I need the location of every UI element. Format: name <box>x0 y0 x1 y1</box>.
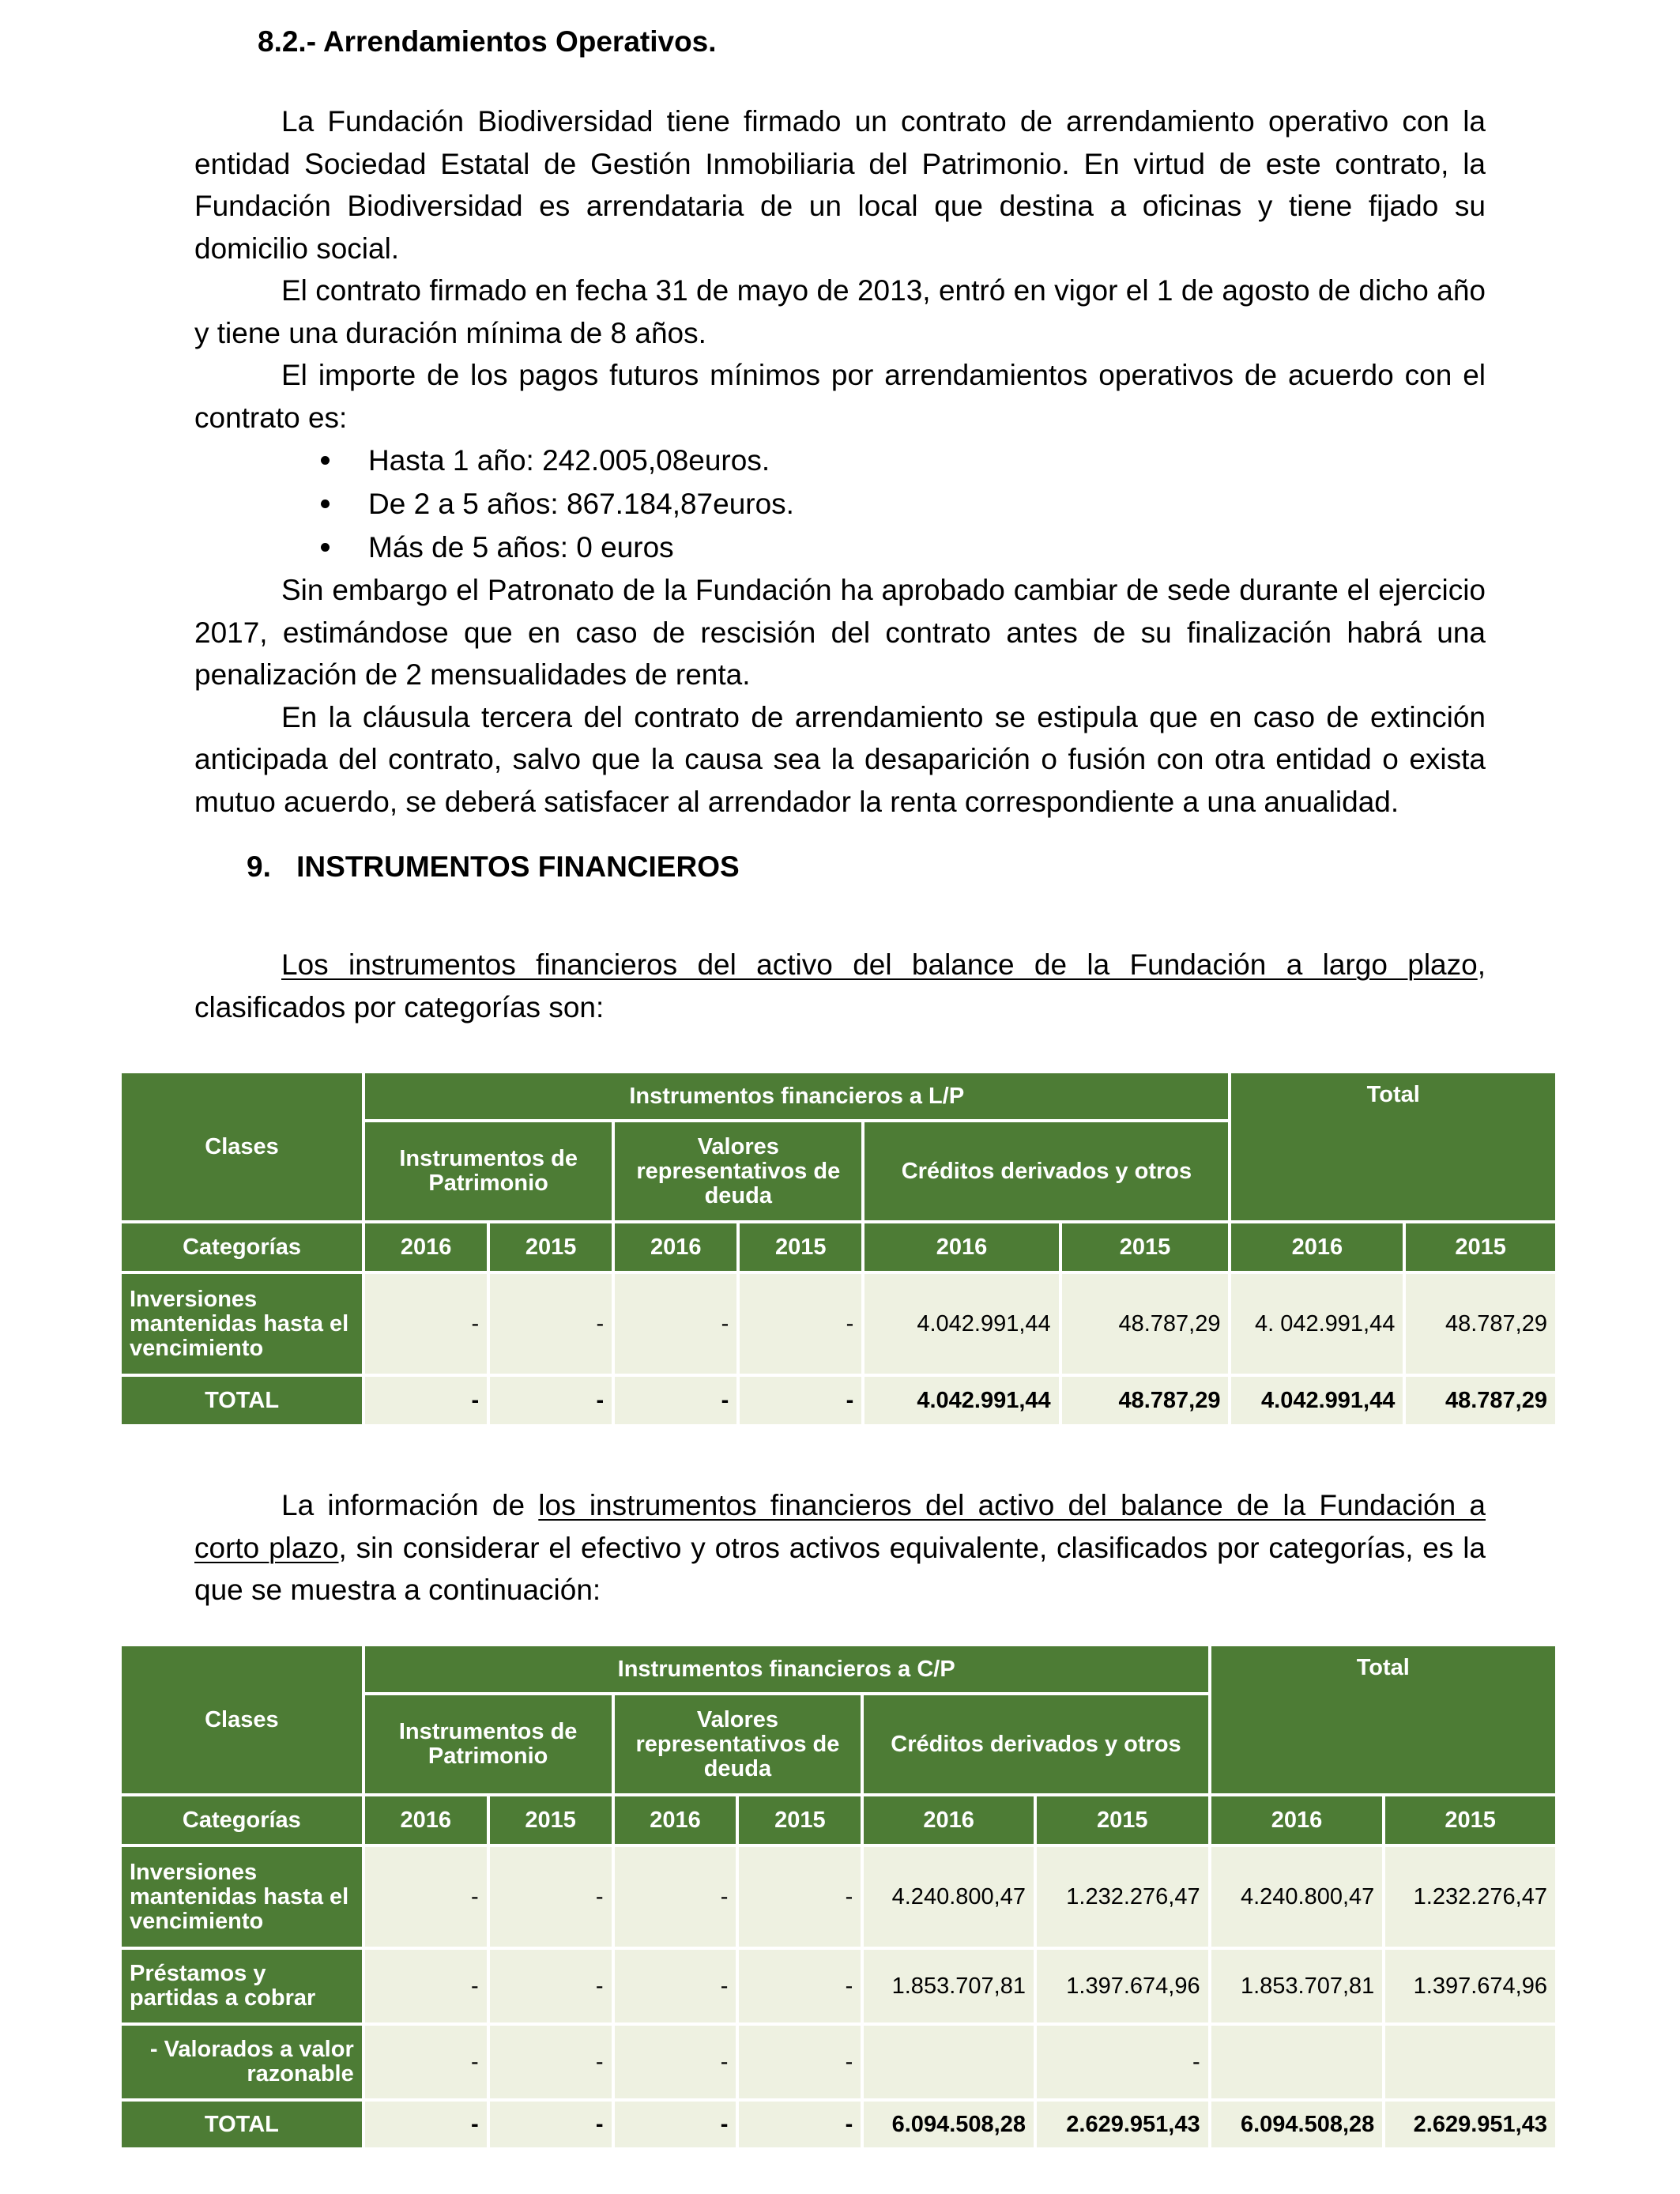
header-group: Instrumentos financieros a L/P <box>365 1073 1228 1119</box>
header-clases: Clases <box>122 1646 362 1793</box>
table-cell: 4.042.991,44 <box>864 1377 1058 1424</box>
table-total-row <box>122 2102 1555 2147</box>
header-patrimonio: Instrumentos de Patrimonio <box>365 1122 612 1220</box>
table-cell: 4.042.991,44 <box>1231 1377 1403 1424</box>
table-cell: - <box>739 1847 861 1947</box>
table-cell: - <box>365 2026 487 2098</box>
year-header: 2015 <box>739 1796 861 1844</box>
table-cell: - <box>739 2026 861 2098</box>
header-valores: Valores representativos de deuda <box>615 1695 861 1793</box>
table-cell: - <box>615 1950 736 2022</box>
header-categorias: Categorías <box>122 1796 362 1844</box>
section-8-2-body <box>194 100 1486 823</box>
table-cell: - <box>490 2102 612 2147</box>
year-header: 2016 <box>615 1796 736 1844</box>
table-long-term <box>119 1070 1558 1427</box>
section-heading-8-2: 8.2.- Arrendamientos Operativos. <box>258 25 717 58</box>
table-cell: - <box>615 1274 736 1374</box>
table-cell: - <box>490 1274 612 1374</box>
table-cell: - <box>490 1377 612 1424</box>
year-header: 2016 <box>864 1796 1034 1844</box>
header-categorias: Categorías <box>122 1223 362 1271</box>
table-cell: 4.240.800,47 <box>1211 1847 1383 1947</box>
paragraph: El contrato firmado en fecha 31 de mayo de 2013, entró en vigor el 1 de agosto de dicho año y tiene una duración mínima de 8 años. <box>194 274 1486 349</box>
table-cell: - <box>1037 2026 1208 2098</box>
row-label: Inversiones mantenidas hasta el vencimiento <box>122 1274 362 1374</box>
paragraph: El importe de los pagos futuros mínimos por arrendamientos operativos de acuerdo con el contrato es: <box>194 359 1486 434</box>
section-title: INSTRUMENTOS FINANCIEROS <box>296 850 740 883</box>
header-group: Instrumentos financieros a C/P <box>365 1646 1208 1692</box>
row-label: Préstamos y partidas a cobrar <box>122 1950 362 2022</box>
table-short-term <box>119 1643 1558 2151</box>
table-cell <box>1385 2026 1555 2098</box>
list-item-text: Más de 5 años: 0 euros <box>368 531 674 564</box>
intro-short-term <box>194 1484 1486 1612</box>
table-cell: - <box>490 1847 612 1947</box>
table-row <box>122 2026 1555 2098</box>
section-heading-9 <box>247 846 1538 888</box>
year-header: 2015 <box>490 1796 612 1844</box>
underlined-text: Los instrumentos financieros del activo del balance de la Fundación a largo plazo <box>281 948 1478 981</box>
table-cell: 1.853.707,81 <box>864 1950 1034 2022</box>
table-cell: - <box>615 1377 736 1424</box>
header-creditos: Créditos derivados y otros <box>864 1122 1228 1220</box>
bullet-icon <box>321 499 330 508</box>
table-cell: - <box>615 2026 736 2098</box>
bullet-icon <box>321 543 330 552</box>
table-cell: - <box>365 2102 487 2147</box>
table-cell <box>864 2026 1034 2098</box>
table-cell: - <box>615 2102 736 2147</box>
table-cell: 2.629.951,43 <box>1037 2102 1208 2147</box>
table-cell: 1.397.674,96 <box>1385 1950 1555 2022</box>
table-cell: 1.397.674,96 <box>1037 1950 1208 2022</box>
paragraph: En la cláusula tercera del contrato de arrendamiento se estipula que en caso de extinción anticipada del contrato, salvo que la causa sea la desaparición o fusión con otra entidad o exista mutuo acuerdo, se deberá satisfacer al arrendador la renta correspondiente a una anualidad. <box>194 700 1486 818</box>
header-clases: Clases <box>122 1073 362 1220</box>
header-total: Total <box>1211 1646 1555 1793</box>
table-cell: - <box>365 1950 487 2022</box>
table-cell <box>1211 2026 1383 2098</box>
table-cell: - <box>615 1847 736 1947</box>
bullet-list <box>194 439 1486 569</box>
table-cell: 1.853.707,81 <box>1211 1950 1383 2022</box>
list-item-text: Hasta 1 año: 242.005,08euros. <box>368 444 770 477</box>
table-row <box>122 1274 1555 1374</box>
list-item-text: De 2 a 5 años: 867.184,87euros. <box>368 488 794 520</box>
paragraph-rest: , sin considerar el efectivo y otros activos equivalente, clasificados por categorías, es la que se muestra a continuación: <box>194 1531 1486 1606</box>
row-label: Inversiones mantenidas hasta el vencimiento <box>122 1847 362 1947</box>
table-cell: - <box>739 1950 861 2022</box>
intro-long-term <box>194 944 1486 1028</box>
paragraph: Sin embargo el Patronato de la Fundación ha aprobado cambiar de sede durante el ejercicio 2017, estimándose que en caso de rescisión del contrato antes de su finalización habrá una penalización de 2 mensualidades de renta. <box>194 574 1486 691</box>
table-row <box>122 1950 1555 2022</box>
year-header: 2016 <box>1211 1796 1383 1844</box>
year-header: 2015 <box>740 1223 861 1271</box>
table-cell: 6.094.508,28 <box>1211 2102 1383 2147</box>
year-header: 2015 <box>1385 1796 1555 1844</box>
row-label: TOTAL <box>122 2102 362 2147</box>
list-item <box>194 526 1486 569</box>
row-label: - Valorados a valor razonable <box>122 2026 362 2098</box>
header-creditos: Créditos derivados y otros <box>864 1695 1207 1793</box>
header-valores: Valores representativos de deuda <box>615 1122 861 1220</box>
year-header: 2015 <box>1037 1796 1208 1844</box>
table-cell: 1.232.276,47 <box>1037 1847 1208 1947</box>
table-cell: - <box>365 1847 487 1947</box>
year-header: 2016 <box>864 1223 1058 1271</box>
year-header: 2015 <box>1406 1223 1555 1271</box>
table-row <box>122 1847 1555 1947</box>
year-header: 2016 <box>365 1796 487 1844</box>
row-label: TOTAL <box>122 1377 362 1424</box>
year-header: 2015 <box>1062 1223 1229 1271</box>
header-total: Total <box>1231 1073 1555 1220</box>
table-cell: - <box>490 1950 612 2022</box>
bullet-icon <box>321 456 330 465</box>
list-item <box>194 439 1486 482</box>
section-number: 9. <box>247 850 271 883</box>
table-cell: 4.240.800,47 <box>864 1847 1034 1947</box>
table-cell: 48.787,29 <box>1406 1274 1555 1374</box>
paragraph-rest: , clasificados por categorías son: <box>194 948 1486 1023</box>
year-header: 2015 <box>490 1223 612 1271</box>
table-cell: - <box>740 1377 861 1424</box>
table-cell: - <box>490 2026 612 2098</box>
table-cell: 48.787,29 <box>1062 1274 1229 1374</box>
table-cell: 6.094.508,28 <box>864 2102 1034 2147</box>
underlined-text: los instrumentos financieros del activo del balance de la Fundación a corto plazo <box>194 1489 1486 1564</box>
table-cell: - <box>740 1274 861 1374</box>
table-cell: 4.042.991,44 <box>864 1274 1058 1374</box>
header-patrimonio: Instrumentos de Patrimonio <box>365 1695 612 1793</box>
table-cell: 48.787,29 <box>1406 1377 1555 1424</box>
table-cell: 2.629.951,43 <box>1385 2102 1555 2147</box>
paragraph <box>194 944 1486 1028</box>
table-cell: - <box>365 1377 487 1424</box>
table-cell: - <box>365 1274 487 1374</box>
paragraph-start: La información de <box>281 1489 539 1521</box>
table-cell: - <box>739 2102 861 2147</box>
table-cell: 4. 042.991,44 <box>1231 1274 1403 1374</box>
list-item <box>194 482 1486 526</box>
paragraph <box>194 1484 1486 1612</box>
year-header: 2016 <box>615 1223 736 1271</box>
year-header: 2016 <box>1231 1223 1403 1271</box>
paragraph: La Fundación Biodiversidad tiene firmado un contrato de arrendamiento operativo con la entidad Sociedad Estatal de Gestión Inmobiliaria del Patrimonio. En virtud de este contrato, la Fundación Biodiversidad es arrendataria de un local que destina a oficinas y tiene fijado su domicilio social. <box>194 105 1486 265</box>
year-header: 2016 <box>365 1223 487 1271</box>
table-total-row <box>122 1377 1555 1424</box>
table-cell: 1.232.276,47 <box>1385 1847 1555 1947</box>
table-cell: 48.787,29 <box>1062 1377 1229 1424</box>
